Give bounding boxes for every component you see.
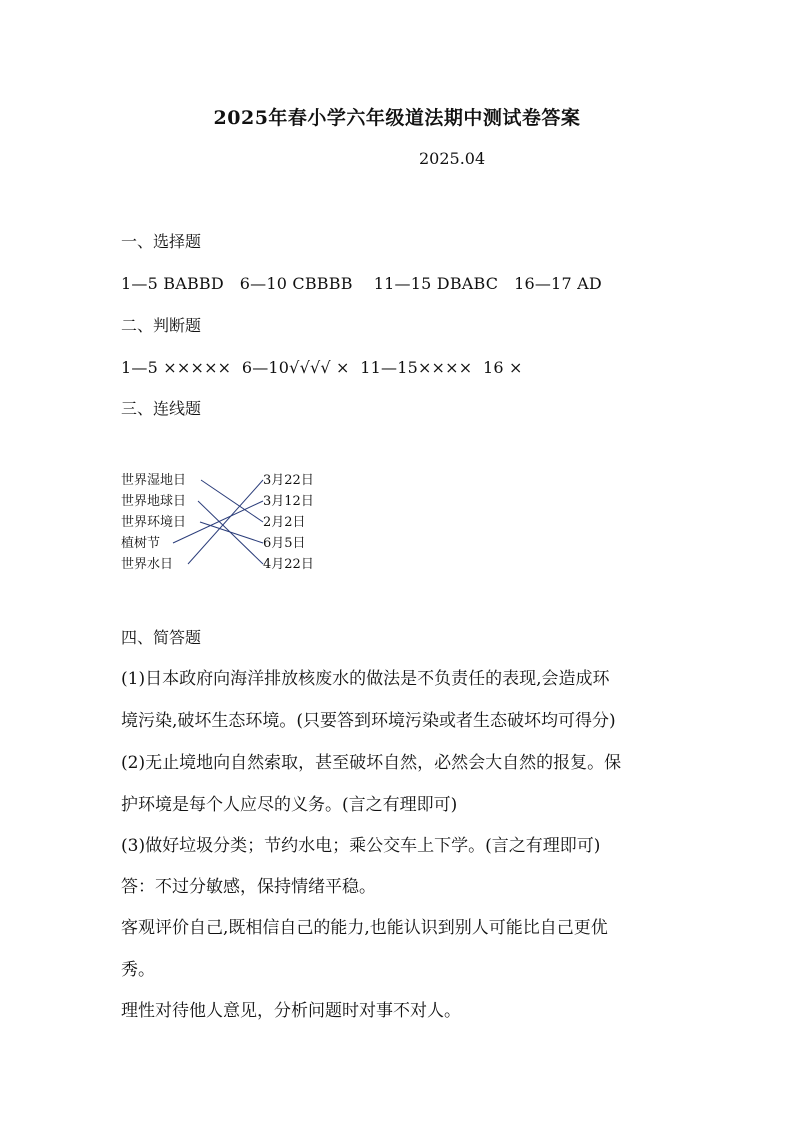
match-right-item: 3月22日	[263, 473, 314, 488]
short-answer-line-1: (1)日本政府向海洋排放核废水的做法是不负责任的表现,会造成环	[121, 669, 610, 689]
short-answer-line-8: 秀。	[121, 960, 155, 980]
section-heading-short: 四、简答题	[121, 628, 202, 647]
match-left-item: 世界水日	[121, 557, 174, 572]
judge-answers: 1—5 ××××× 6—10√√√√ × 11—15×××× 16 ×	[121, 358, 523, 377]
choice-answers: 1—5 BABBD 6—10 CBBBB 11—15 DBABC 16—17 AD	[121, 274, 602, 293]
page-title: 2025年春小学六年级道法期中测试卷答案	[213, 107, 581, 129]
short-answer-line-3: (2)无止境地向自然索取，甚至破坏自然，必然会大自然的报复。保	[121, 753, 622, 773]
section-heading-judge: 二、判断题	[121, 316, 202, 335]
short-answer-line-4: 护环境是每个人应尽的义务。(言之有理即可)	[121, 795, 458, 815]
match-line	[173, 501, 263, 543]
short-answer-line-5: (3)做好垃圾分类；节约水电；乘公交车上下学。(言之有理即可)	[121, 836, 601, 856]
match-left-item: 植树节	[121, 536, 161, 551]
match-left-item: 世界环境日	[121, 515, 187, 530]
match-lines	[121, 470, 351, 580]
matching-diagram	[121, 470, 351, 580]
section-heading-choice: 一、选择题	[121, 232, 202, 251]
section-heading-match: 三、连线题	[121, 399, 202, 418]
match-left-item: 世界湿地日	[121, 473, 187, 488]
short-answer-line-2: 境污染,破坏生态环境。(只要答到环境污染或者生态破坏均可得分)	[121, 711, 616, 731]
short-answer-line-7: 客观评价自己,既相信自己的能力,也能认识到别人可能比自己更优	[121, 918, 608, 938]
short-answer-line-6: 答：不过分敏感，保持情绪平稳。	[121, 877, 376, 897]
match-right-item: 4月22日	[263, 557, 314, 572]
match-right-item: 2月2日	[263, 515, 306, 530]
match-right-item: 3月12日	[263, 494, 314, 509]
match-right-item: 6月5日	[263, 536, 306, 551]
short-answer-line-9: 理性对待他人意见，分析问题时对事不对人。	[121, 1001, 461, 1021]
match-line	[188, 480, 263, 564]
exam-date: 2025.04	[419, 149, 486, 168]
match-left-item: 世界地球日	[121, 494, 187, 509]
